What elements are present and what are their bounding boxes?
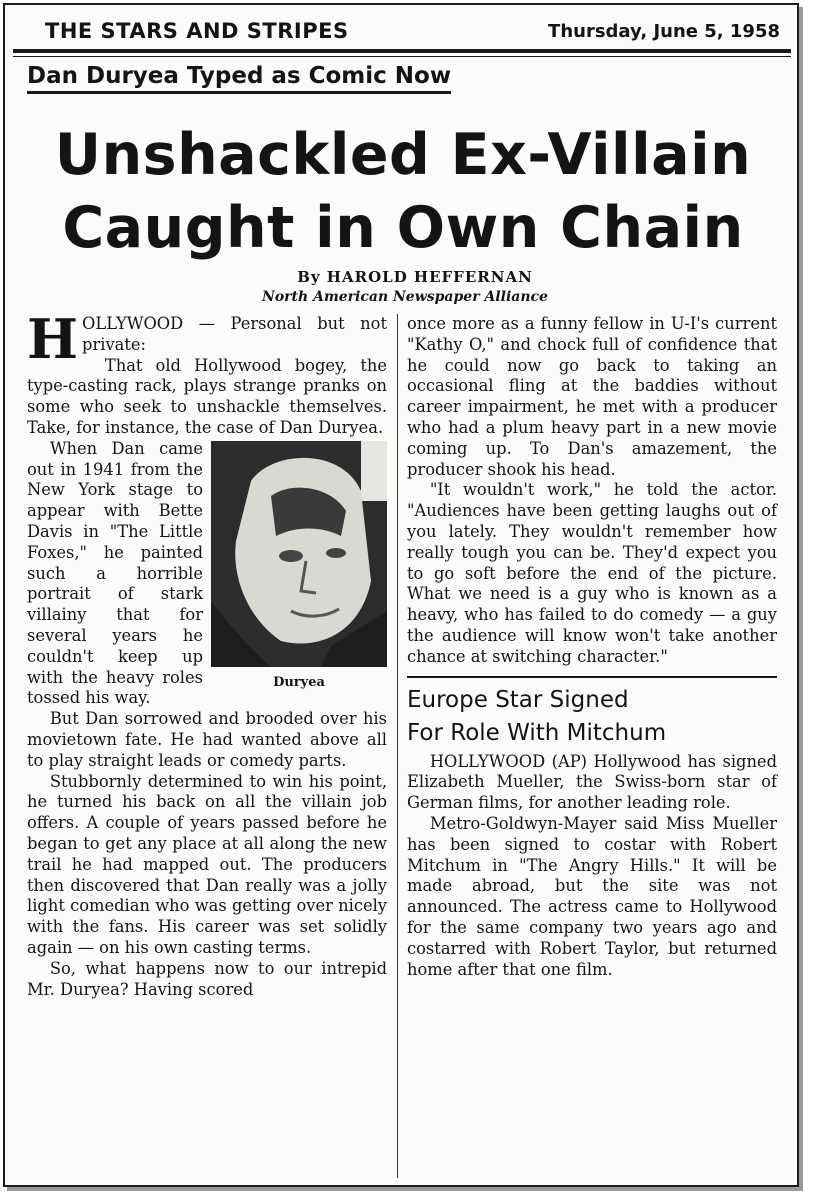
sidebar-headline-line-1: Europe Star Signed <box>407 686 629 713</box>
paragraph: So, what happens now to our intrepid Mr. Duryea? Having scored <box>27 958 387 999</box>
kicker-headline: Dan Duryea Typed as Comic Now <box>27 63 451 94</box>
newspaper-name: THE STARS AND STRIPES <box>45 19 349 43</box>
sidebar-paragraph: Metro-Goldwyn-Mayer said Miss Mueller has been signed to costar with Robert Mitchum in "The Angry Hills." It will be made abroad, but the site was not announced. The actress came to Hollywood for the same company two years ago and costarred with Robert Taylor, but returned home after that one film. <box>407 813 777 979</box>
masthead <box>45 19 780 45</box>
sidebar-rule <box>407 676 777 678</box>
sidebar-headline <box>407 684 777 750</box>
paragraph: When Dan came out in 1941 from the New York stage to appear with Bette Davis in "The Little Foxes," he painted such a horrible portrait of stark villainy that for several years he couldn't keep up with the heavy roles tossed his way. <box>27 438 203 708</box>
sidebar-headline-line-2: For Role With Mitchum <box>407 719 667 746</box>
masthead-rule <box>13 49 791 53</box>
lead-text: OLLYWOOD — Personal but not private: <box>82 314 387 354</box>
paragraph: That old Hollywood bogey, the type-casting rack, plays strange pranks on some who seek to unshackle themselves. Take, for instance, the case of Dan Duryea. <box>27 355 387 437</box>
publication-date: Thursday, June 5, 1958 <box>548 21 780 42</box>
article-column-2 <box>407 314 777 980</box>
photo-figure <box>211 441 387 694</box>
paragraph: once more as a funny fellow in U-I's current "Kathy O," and chock full of confidence that he could now go back to taking an occasional fling at the baddies without career impairment, he met with a producer who had a plum heavy part in a new movie coming up. To Dan's amazement, the producer shook his head. <box>407 314 777 479</box>
newspaper-clipping <box>3 3 799 1187</box>
sidebar-paragraph: HOLLYWOOD (AP) Hollywood has signed Elizabeth Mueller, the Swiss-born star of German films, for another leading role. <box>407 751 777 813</box>
portrait-photo <box>211 441 387 667</box>
column-rule <box>397 314 398 1178</box>
headline-line-2: Caught in Own Chain <box>62 195 744 261</box>
main-headline <box>5 119 801 265</box>
masthead-rule-thin <box>13 56 791 57</box>
photo-caption: Duryea <box>273 674 325 690</box>
paragraph: Stubbornly determined to win his point, he turned his back on all the villain job offers. A couple of years passed before he began to get any place at all along the new trail he had mapped out. The producers then discovered that Dan really was a jolly light comedian who was getting over nicely with the fans. His career was set solidly again — on his own casting terms. <box>27 771 387 957</box>
agency-credit: North American Newspaper Alliance <box>262 289 548 305</box>
lead-paragraph <box>27 307 387 371</box>
paragraph: "It wouldn't work," he told the actor. "Audiences have been getting laughs out of you lately. They wouldn't remember how really tough you can be. They'd expect you to go soft before the end of the picture. What we need is a guy who is known as a heavy, who has failed to do comedy — a guy the audience will know won't take another chance at switching character." <box>407 480 777 666</box>
article-column-1 <box>27 307 387 1000</box>
byline: By HAROLD HEFFERNAN <box>297 268 533 286</box>
paragraph: But Dan sorrowed and brooded over his movietown fate. He had wanted above all to play straight leads or comedy parts. <box>27 709 387 770</box>
drop-cap: H <box>27 307 79 371</box>
headline-line-1: Unshackled Ex-Villain <box>54 122 752 188</box>
